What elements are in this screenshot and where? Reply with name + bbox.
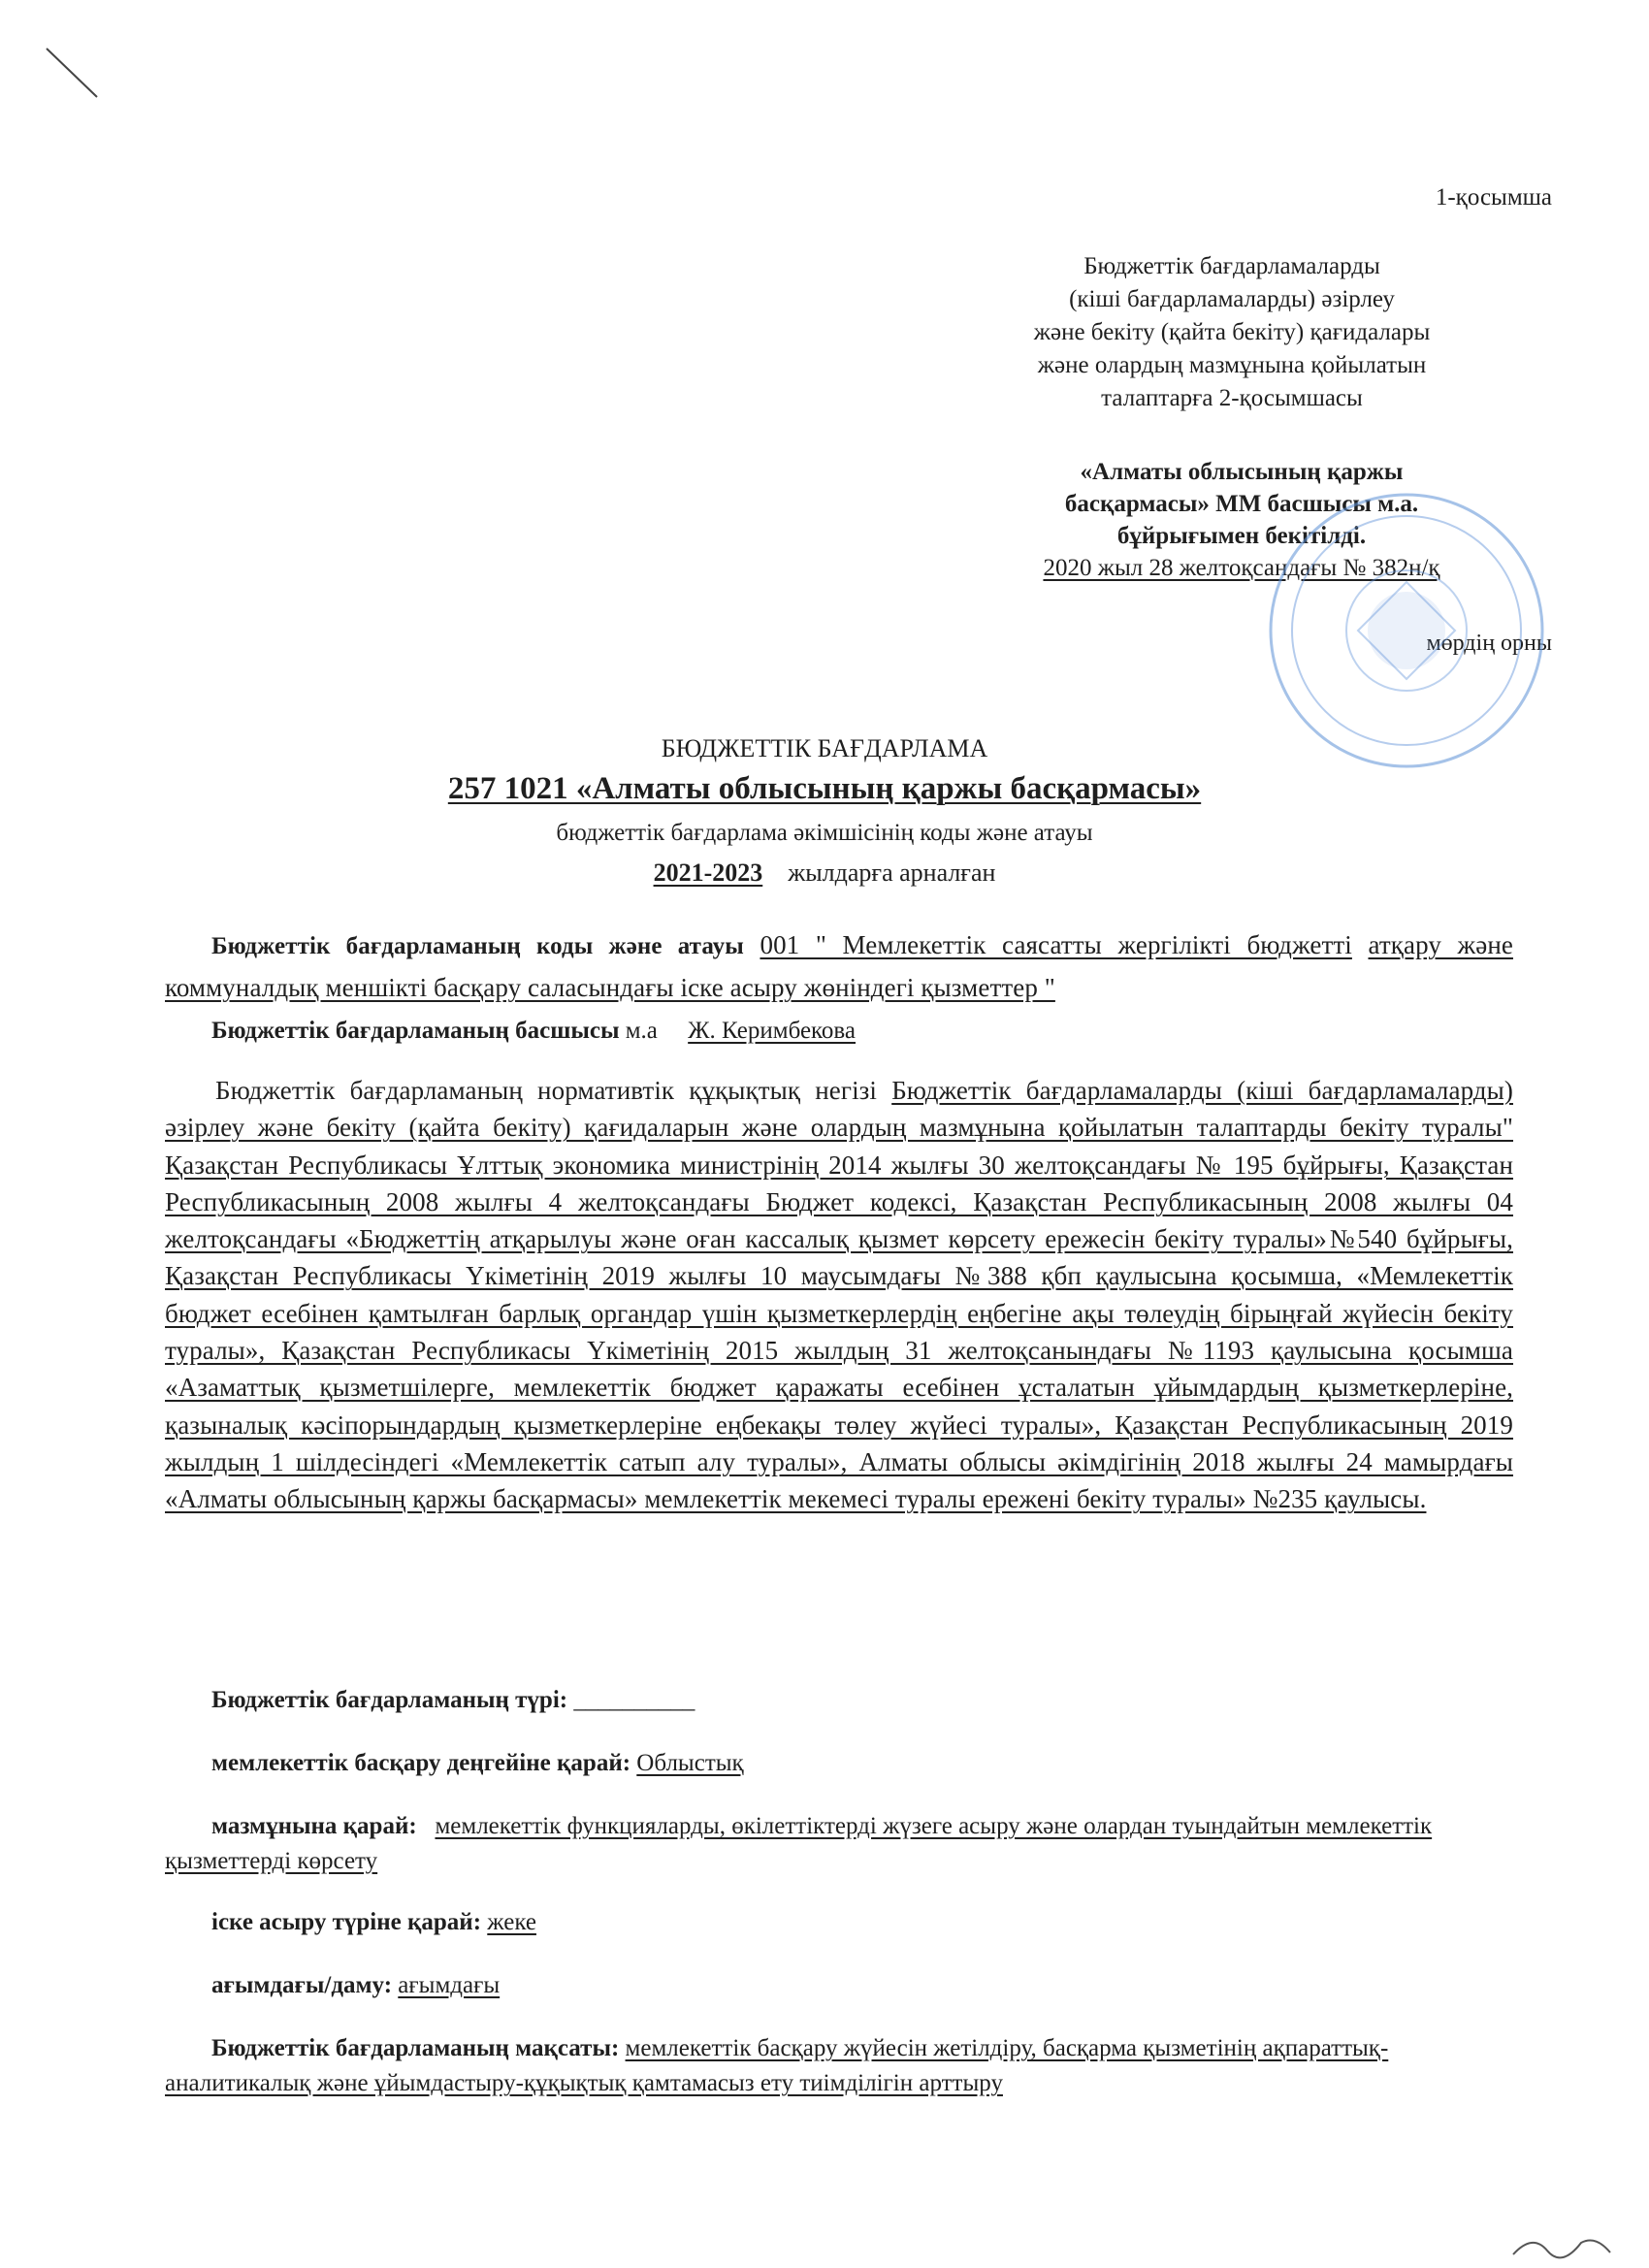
- admin-name: 257 1021 «Алматы облысының қаржы басқармасы»: [447, 771, 1202, 806]
- pen-mark-graphic: [39, 39, 107, 107]
- approval-block: [951, 250, 1513, 415]
- level-value: Облыстық: [636, 1750, 744, 1776]
- program-code-value-2: атқару және коммуналдық меншікті басқару саласындағы іске асыру жөніндегі қызметтер ": [165, 930, 1513, 1002]
- program-head-prefix: м.а: [625, 1018, 658, 1044]
- order-line-2: басқармасы» ММ басшысы м.а.: [1064, 491, 1419, 517]
- doc-title: БЮДЖЕТТІК БАҒДАРЛАМА: [661, 734, 988, 762]
- current-line: [165, 1968, 1560, 2003]
- content-label: мазмұнына қарай:: [211, 1813, 417, 1839]
- seal-place-label: мөрдің орны: [1426, 631, 1552, 656]
- legal-basis-text: Бюджеттік бағдарламаларды (кіші бағдарламаларды) әзірлеу және бекіту (қайта бекіту) қағидаларын және олардың мазмұнына қойылатын талаптарды бекіту туралы" Қазақстан Республикасы Ұлттық экономика министрінің 2014 жылғы 30 желтоқсандағы № 195 бұйрығы, Қазақстан Республикасының 2008 жылғы 4 желтоқсандағы Бюджет кодексі, Қазақстан Республикасының 2008 жылғы 04 желтоқсандағы «Бюджеттің атқарылуы және оған кассалық қызмет көрсету ережесін бекіту туралы»№540 бұйрығы, Қазақстан Республикасы Үкіметінің 2019 жылғы 10 маусымдағы №388 қбп қаулысына қосымша, «Мемлекеттік бюджет есебінен қамтылған барлық органдар үшін қызметкерлердің еңбегіне ақы төлеудің бірыңғай жүйесін бекіту туралы», Қазақстан Республикасы Үкіметінің 2015 жылдың 31 желтоқсанындағы №1193 қаулысына қосымша «Азаматтық қызметшілерге, мемлекеттік бюджет қаражаты есебінен ұсталатын ұйымдардың қызметкерлеріне, қазыналық кәсіпорындардың қызметкерлеріне еңбекақы төлеу жүйесі туралы», Қазақстан Республикасының 2019 жылдың 1 шілдесіндегі «Мемлекеттік сатып алу туралы», Алматы облысы әкімдігінің 2018 жылғы 24 мамырдағы «Алматы облысының қаржы басқармасы» мемлекеттік мекемесі туралы ережені бекіту туралы» №235 қаулысы.: [165, 1076, 1513, 1514]
- approval-line: Бюджеттік бағдарламаларды: [1083, 253, 1380, 279]
- years-value: 2021-2023: [653, 859, 763, 887]
- program-type-blank: __________: [573, 1687, 695, 1713]
- program-code-label: Бюджеттік бағдарламаның коды және атауы: [211, 933, 744, 959]
- order-line-1: «Алматы облысының қаржы: [1080, 459, 1404, 485]
- current-label: ағымдағы/даму:: [211, 1972, 393, 1998]
- content-line: [165, 1809, 1513, 1879]
- signature-mark-graphic: [1504, 2223, 1620, 2262]
- approval-line: талаптарға 2-қосымшасы: [1101, 385, 1363, 411]
- legal-basis-label: Бюджеттік бағдарламаның нормативтік құқықтық негізі: [215, 1076, 878, 1105]
- impl-value: жеке: [487, 1909, 536, 1935]
- goal-label: Бюджеттік бағдарламаның мақсаты:: [211, 2035, 620, 2061]
- program-head-line: [165, 1014, 1560, 1049]
- level-line: [165, 1746, 1560, 1781]
- approval-line: және олардың мазмұнына қойылатын: [1037, 352, 1427, 378]
- annex-label: 1-қосымша: [1435, 184, 1552, 211]
- approval-line: және бекіту (қайта бекіту) қағидалары: [1033, 319, 1431, 345]
- program-type-line: [165, 1683, 1560, 1718]
- goal-value: мемлекеттік басқару жүйесін жетілдіру, басқарма қызметінің ақпараттық-аналитикалық және ұйымдастыру-құқықтық қамтамасыз ету тиімділігін арттыру: [165, 2035, 1389, 2096]
- order-line-3: бұйрығымен бекітілді.: [1116, 523, 1367, 549]
- program-type-label: Бюджеттік бағдарламаның түрі:: [211, 1687, 568, 1713]
- years-suffix: жылдарға арналған: [788, 859, 996, 887]
- approval-line: (кіші бағдарламаларды) әзірлеу: [1069, 286, 1395, 312]
- years-line: [0, 859, 1649, 888]
- content-value: мемлекеттік функцияларды, өкілеттіктерді жүзеге асыру және олардан туындайтын мемлекеттік қызметтерді көрсету: [165, 1813, 1433, 1874]
- order-date: 2020 жыл 28 желтоқсандағы № 382н/қ: [1043, 555, 1440, 581]
- goal-line: [165, 2031, 1513, 2101]
- impl-line: [165, 1905, 1560, 1940]
- program-code-line: [165, 924, 1513, 1008]
- impl-label: іске асыру түріне қарай:: [211, 1909, 482, 1935]
- official-stamp-graphic: [1232, 485, 1581, 776]
- program-head-label: Бюджеттік бағдарламаның басшысы: [211, 1018, 620, 1044]
- program-code-value-1: 001 " Мемлекеттік саясатты жергілікті бюджетті: [760, 930, 1352, 959]
- admin-caption: бюджеттік бағдарлама әкімшісінің коды және атауы: [556, 820, 1093, 846]
- legal-basis-paragraph: [165, 1072, 1513, 1518]
- current-value: ағымдағы: [398, 1972, 501, 1998]
- level-label: мемлекеттік басқару деңгейіне қарай:: [211, 1750, 631, 1776]
- program-head-value: Ж. Керимбекова: [688, 1018, 857, 1044]
